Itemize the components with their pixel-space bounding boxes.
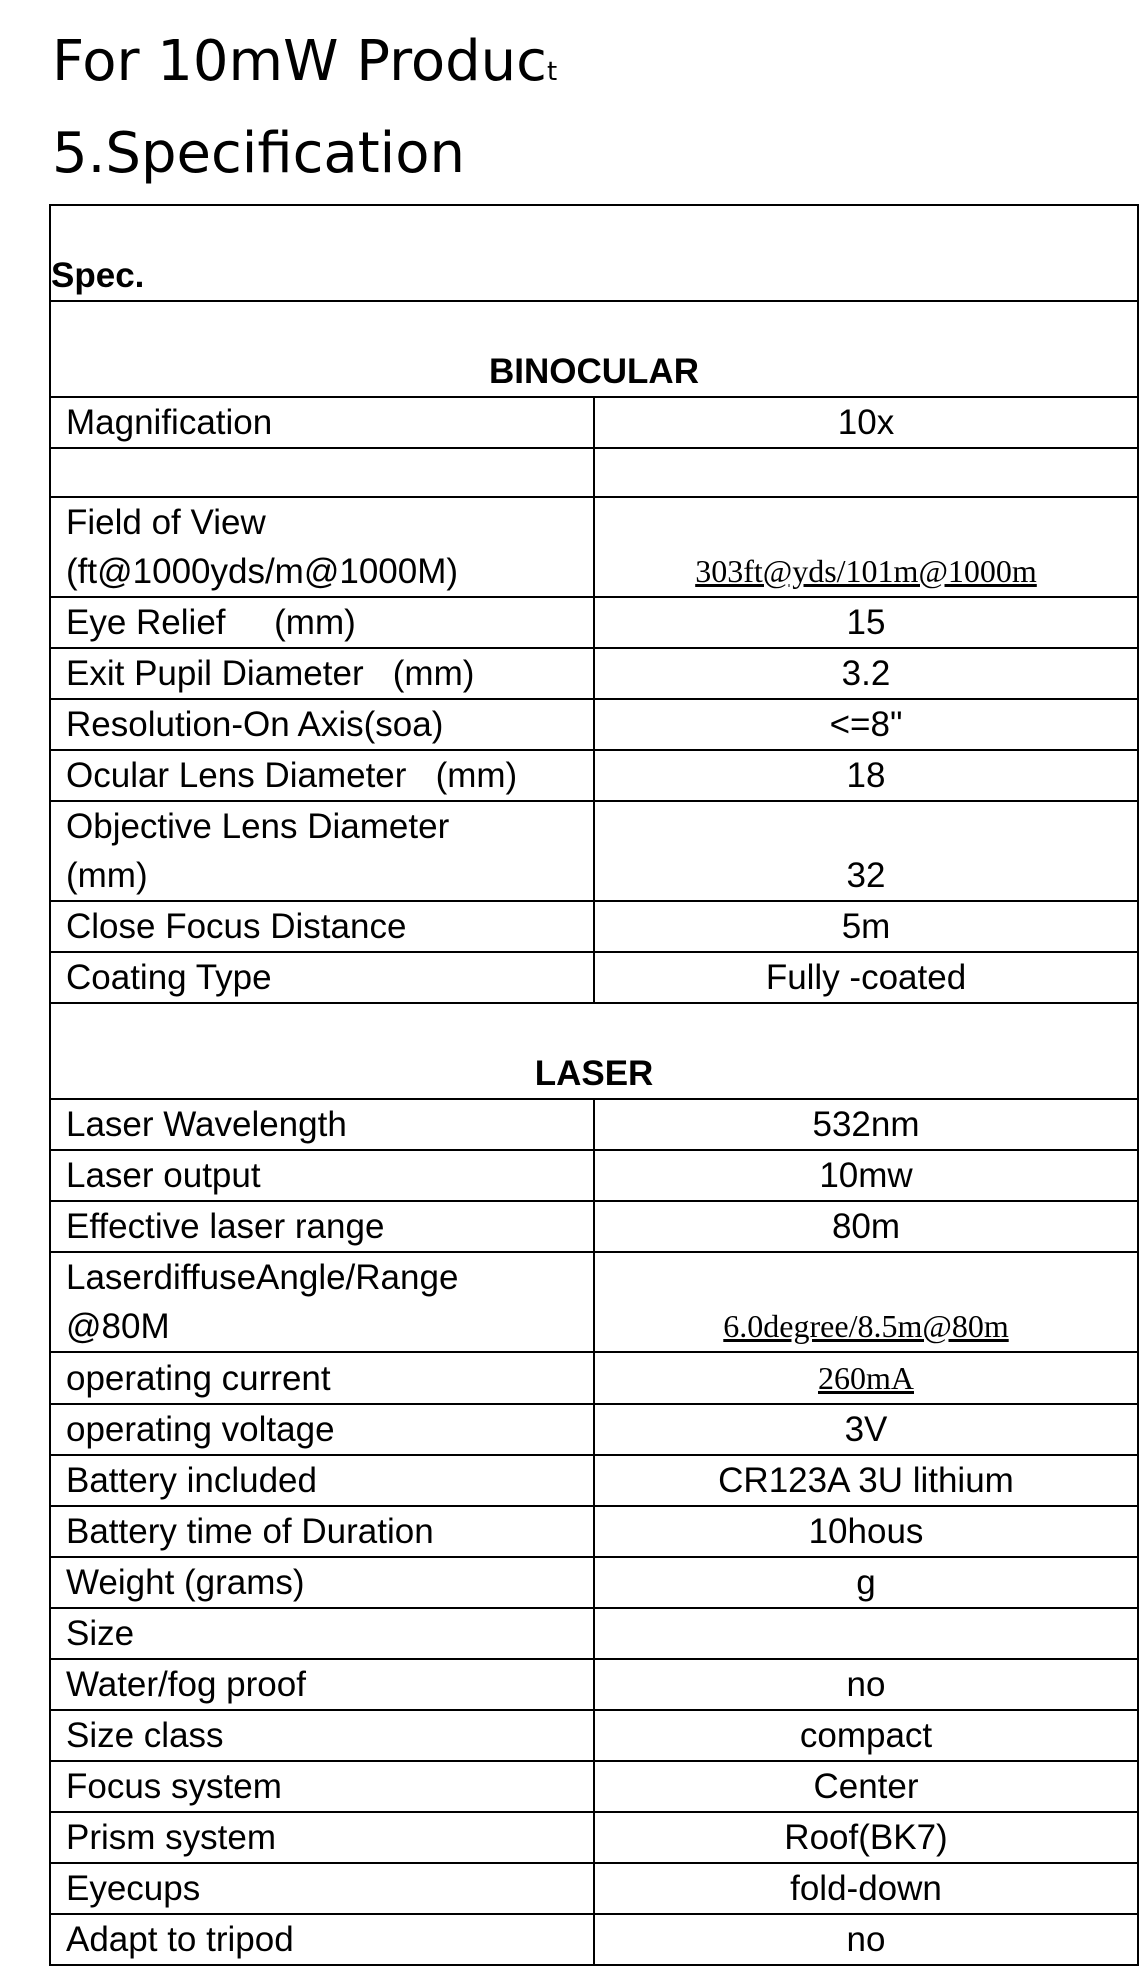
row-label: Laser output (50, 1150, 594, 1201)
row-label: Prism system (50, 1812, 594, 1863)
row-label (50, 448, 594, 497)
row-label: Weight (grams) (50, 1557, 594, 1608)
table-row (50, 648, 1138, 699)
row-label: Size (50, 1608, 594, 1659)
row-label-line: LaserdiffuseAngle/Range (66, 1258, 459, 1297)
row-value: no (594, 1914, 1138, 1965)
row-value: 80m (594, 1201, 1138, 1252)
row-value: 532nm (594, 1099, 1138, 1150)
row-label: Resolution-On Axis(soa) (50, 699, 594, 750)
table-row (50, 1201, 1138, 1252)
row-label: Size class (50, 1710, 594, 1761)
row-value (594, 1352, 1138, 1404)
table-row (50, 1863, 1138, 1914)
row-label-line: Objective Lens Diameter (66, 807, 450, 846)
table-row (50, 1812, 1138, 1863)
row-value (594, 1608, 1138, 1659)
row-label: operating current (50, 1352, 594, 1404)
row-label-line: Field of View (66, 503, 266, 542)
row-value: 18 (594, 750, 1138, 801)
row-value: 32 (594, 801, 1138, 901)
row-label (50, 801, 594, 901)
table-row (50, 901, 1138, 952)
row-value: Center (594, 1761, 1138, 1812)
table-row (50, 1252, 1138, 1352)
row-value (594, 448, 1138, 497)
laser-section-heading: LASER (50, 1003, 1138, 1099)
table-row (50, 1150, 1138, 1201)
table-row (50, 1506, 1138, 1557)
spec-table-heading: Spec. (50, 205, 1138, 301)
row-value: compact (594, 1710, 1138, 1761)
row-label: Water/fog proof (50, 1659, 594, 1710)
row-label: Adapt to tripod (50, 1914, 594, 1965)
table-row (50, 952, 1138, 1003)
row-value: fold-down (594, 1863, 1138, 1914)
row-label: operating voltage (50, 1404, 594, 1455)
document-title-main: For 10mW Produc (52, 29, 547, 94)
table-row (50, 1352, 1138, 1404)
row-value (594, 1252, 1138, 1352)
row-value: 3.2 (594, 648, 1138, 699)
row-value (594, 497, 1138, 597)
row-label (50, 1252, 594, 1352)
row-label: Battery time of Duration (50, 1506, 594, 1557)
row-value: no (594, 1659, 1138, 1710)
binocular-section-heading: BINOCULAR (50, 301, 1138, 397)
row-value: CR123A 3U lithium (594, 1455, 1138, 1506)
spec-table (49, 204, 1139, 1966)
row-value: 5m (594, 901, 1138, 952)
row-label-line: @80M (66, 1307, 170, 1346)
row-value: Fully -coated (594, 952, 1138, 1003)
row-label: Magnification (50, 397, 594, 448)
row-label (50, 497, 594, 597)
row-value-text: 6.0degree/8.5m@80m (723, 1308, 1009, 1344)
table-row (50, 1404, 1138, 1455)
row-label: Eye Relief (mm) (50, 597, 594, 648)
table-row (50, 750, 1138, 801)
row-label: Close Focus Distance (50, 901, 594, 952)
row-label: Battery included (50, 1455, 594, 1506)
table-row (50, 1099, 1138, 1150)
table-row (50, 448, 1138, 497)
table-row (50, 597, 1138, 648)
row-value: 15 (594, 597, 1138, 648)
row-value: 10x (594, 397, 1138, 448)
table-row (50, 801, 1138, 901)
table-row (50, 699, 1138, 750)
row-value: Roof(BK7) (594, 1812, 1138, 1863)
table-row (50, 397, 1138, 448)
document-title (52, 29, 558, 94)
table-row (50, 1659, 1138, 1710)
row-value-text: 260mA (818, 1360, 914, 1396)
table-row (50, 497, 1138, 597)
row-value: <=8" (594, 699, 1138, 750)
row-label-line: (mm) (66, 856, 148, 895)
table-row (50, 1608, 1138, 1659)
table-row (50, 1455, 1138, 1506)
row-label-line: (ft@1000yds/m@1000M) (66, 552, 459, 591)
section-heading: 5.Specification (52, 121, 465, 186)
table-row (50, 1557, 1138, 1608)
row-label: Ocular Lens Diameter (mm) (50, 750, 594, 801)
row-label: Effective laser range (50, 1201, 594, 1252)
row-value: 3V (594, 1404, 1138, 1455)
row-label: Focus system (50, 1761, 594, 1812)
row-value: g (594, 1557, 1138, 1608)
row-value: 10hous (594, 1506, 1138, 1557)
table-row (50, 1761, 1138, 1812)
table-row (50, 1710, 1138, 1761)
row-label: Eyecups (50, 1863, 594, 1914)
row-value: 10mw (594, 1150, 1138, 1201)
document-title-tail: t (546, 57, 558, 87)
row-label: Coating Type (50, 952, 594, 1003)
row-label: Laser Wavelength (50, 1099, 594, 1150)
row-value-text: 303ft@yds/101m@1000m (695, 553, 1037, 589)
row-label: Exit Pupil Diameter (mm) (50, 648, 594, 699)
table-row (50, 1914, 1138, 1965)
